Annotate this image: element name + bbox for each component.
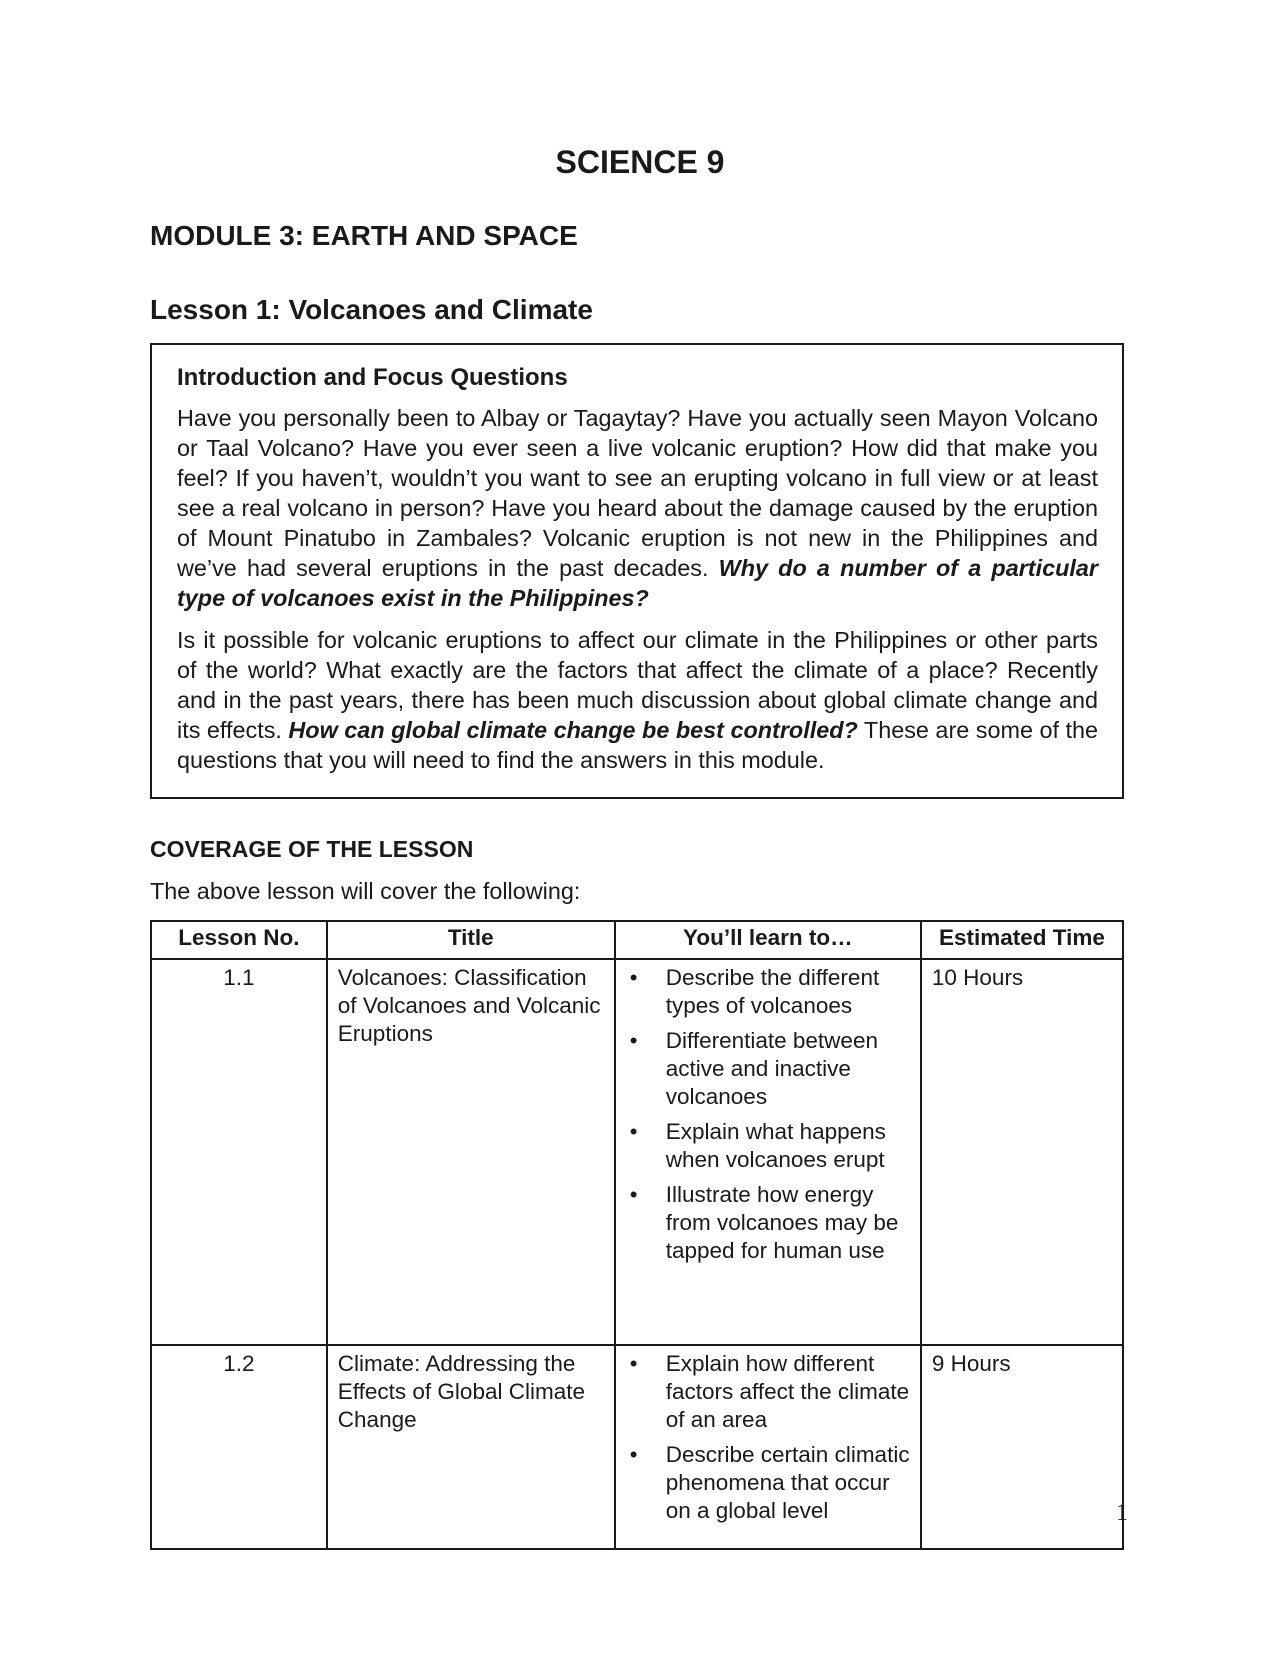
module-heading: MODULE 3: EARTH AND SPACE — [150, 220, 578, 251]
cell-title: Climate: Addressing the Effects of Global Climate Change — [327, 1345, 615, 1549]
intro-paragraph-2-tail: These are some of the questions that you will need to find the answers in this module. — [177, 717, 1099, 773]
table-header-row — [151, 921, 1123, 959]
cell-learn — [615, 1345, 921, 1549]
list-item: • Describe the different types of volcanoes — [626, 964, 910, 1020]
cell-time: 10 Hours — [921, 959, 1123, 1345]
lesson-heading: Lesson 1: Volcanoes and Climate — [150, 294, 593, 325]
table-row — [151, 959, 1123, 1345]
list-item: • Explain what happens when volcanoes erupt — [626, 1118, 910, 1174]
list-item: • Describe certain climatic phenomena that occur on a global level — [626, 1441, 910, 1525]
cell-title: Volcanoes: Classification of Volcanoes and Volcanic Eruptions — [327, 959, 615, 1345]
header-lesson-no: Lesson No. — [151, 921, 327, 959]
list-item: • Explain how different factors affect the climate of an area — [626, 1350, 910, 1434]
learn-list — [626, 1350, 910, 1525]
table-row — [151, 1345, 1123, 1549]
page-number: 1 — [1116, 1500, 1128, 1526]
intro-paragraph-1 — [177, 403, 1098, 613]
cell-learn — [615, 959, 921, 1345]
header-title: Title — [327, 921, 615, 959]
header-learn: You’ll learn to… — [615, 921, 921, 959]
cell-time: 9 Hours — [921, 1345, 1123, 1549]
intro-paragraph-2 — [177, 625, 1098, 775]
focus-question-1: Why do a number of a particular type of volcanoes exist in the Philippines? — [177, 555, 1099, 611]
page-title: SCIENCE 9 — [555, 144, 725, 180]
focus-question-2: How can global climate change be best controlled? — [288, 717, 858, 743]
coverage-heading: COVERAGE OF THE LESSON — [150, 836, 474, 862]
intro-paragraph-2-text: Is it possible for volcanic eruptions to affect our climate in the Philippines or other parts of the world? What exactly are the factors that affect the climate of a place? Recently and in the past years, there has been much discussion about global climate change and its effects. — [177, 627, 1098, 743]
cell-lesson-no: 1.1 — [151, 959, 327, 1345]
cell-lesson-no: 1.2 — [151, 1345, 327, 1549]
intro-paragraph-1-text: Have you personally been to Albay or Tagaytay? Have you actually seen Mayon Volcano or Taal Volcano? Have you ever seen a live volcanic eruption? How did that make you feel? If you haven’t, wouldn’t you want to see an erupting volcano in full view or at least see a real volcano in person? Have you heard about the damage caused by the eruption of Mount Pinatubo in Zambales? Volcanic eruption is not new in the Philippines and we’ve had several eruptions in the past decades. — [177, 405, 1098, 581]
learn-list — [626, 964, 910, 1265]
coverage-text: The above lesson will cover the following: — [150, 878, 581, 904]
intro-heading: Introduction and Focus Questions — [177, 364, 568, 391]
intro-box — [150, 343, 1124, 799]
lesson-table — [150, 920, 1124, 1550]
header-time: Estimated Time — [921, 921, 1123, 959]
list-item: • Illustrate how energy from volcanoes may be tapped for human use — [626, 1181, 910, 1265]
list-item: • Differentiate between active and inactive volcanoes — [626, 1027, 910, 1111]
